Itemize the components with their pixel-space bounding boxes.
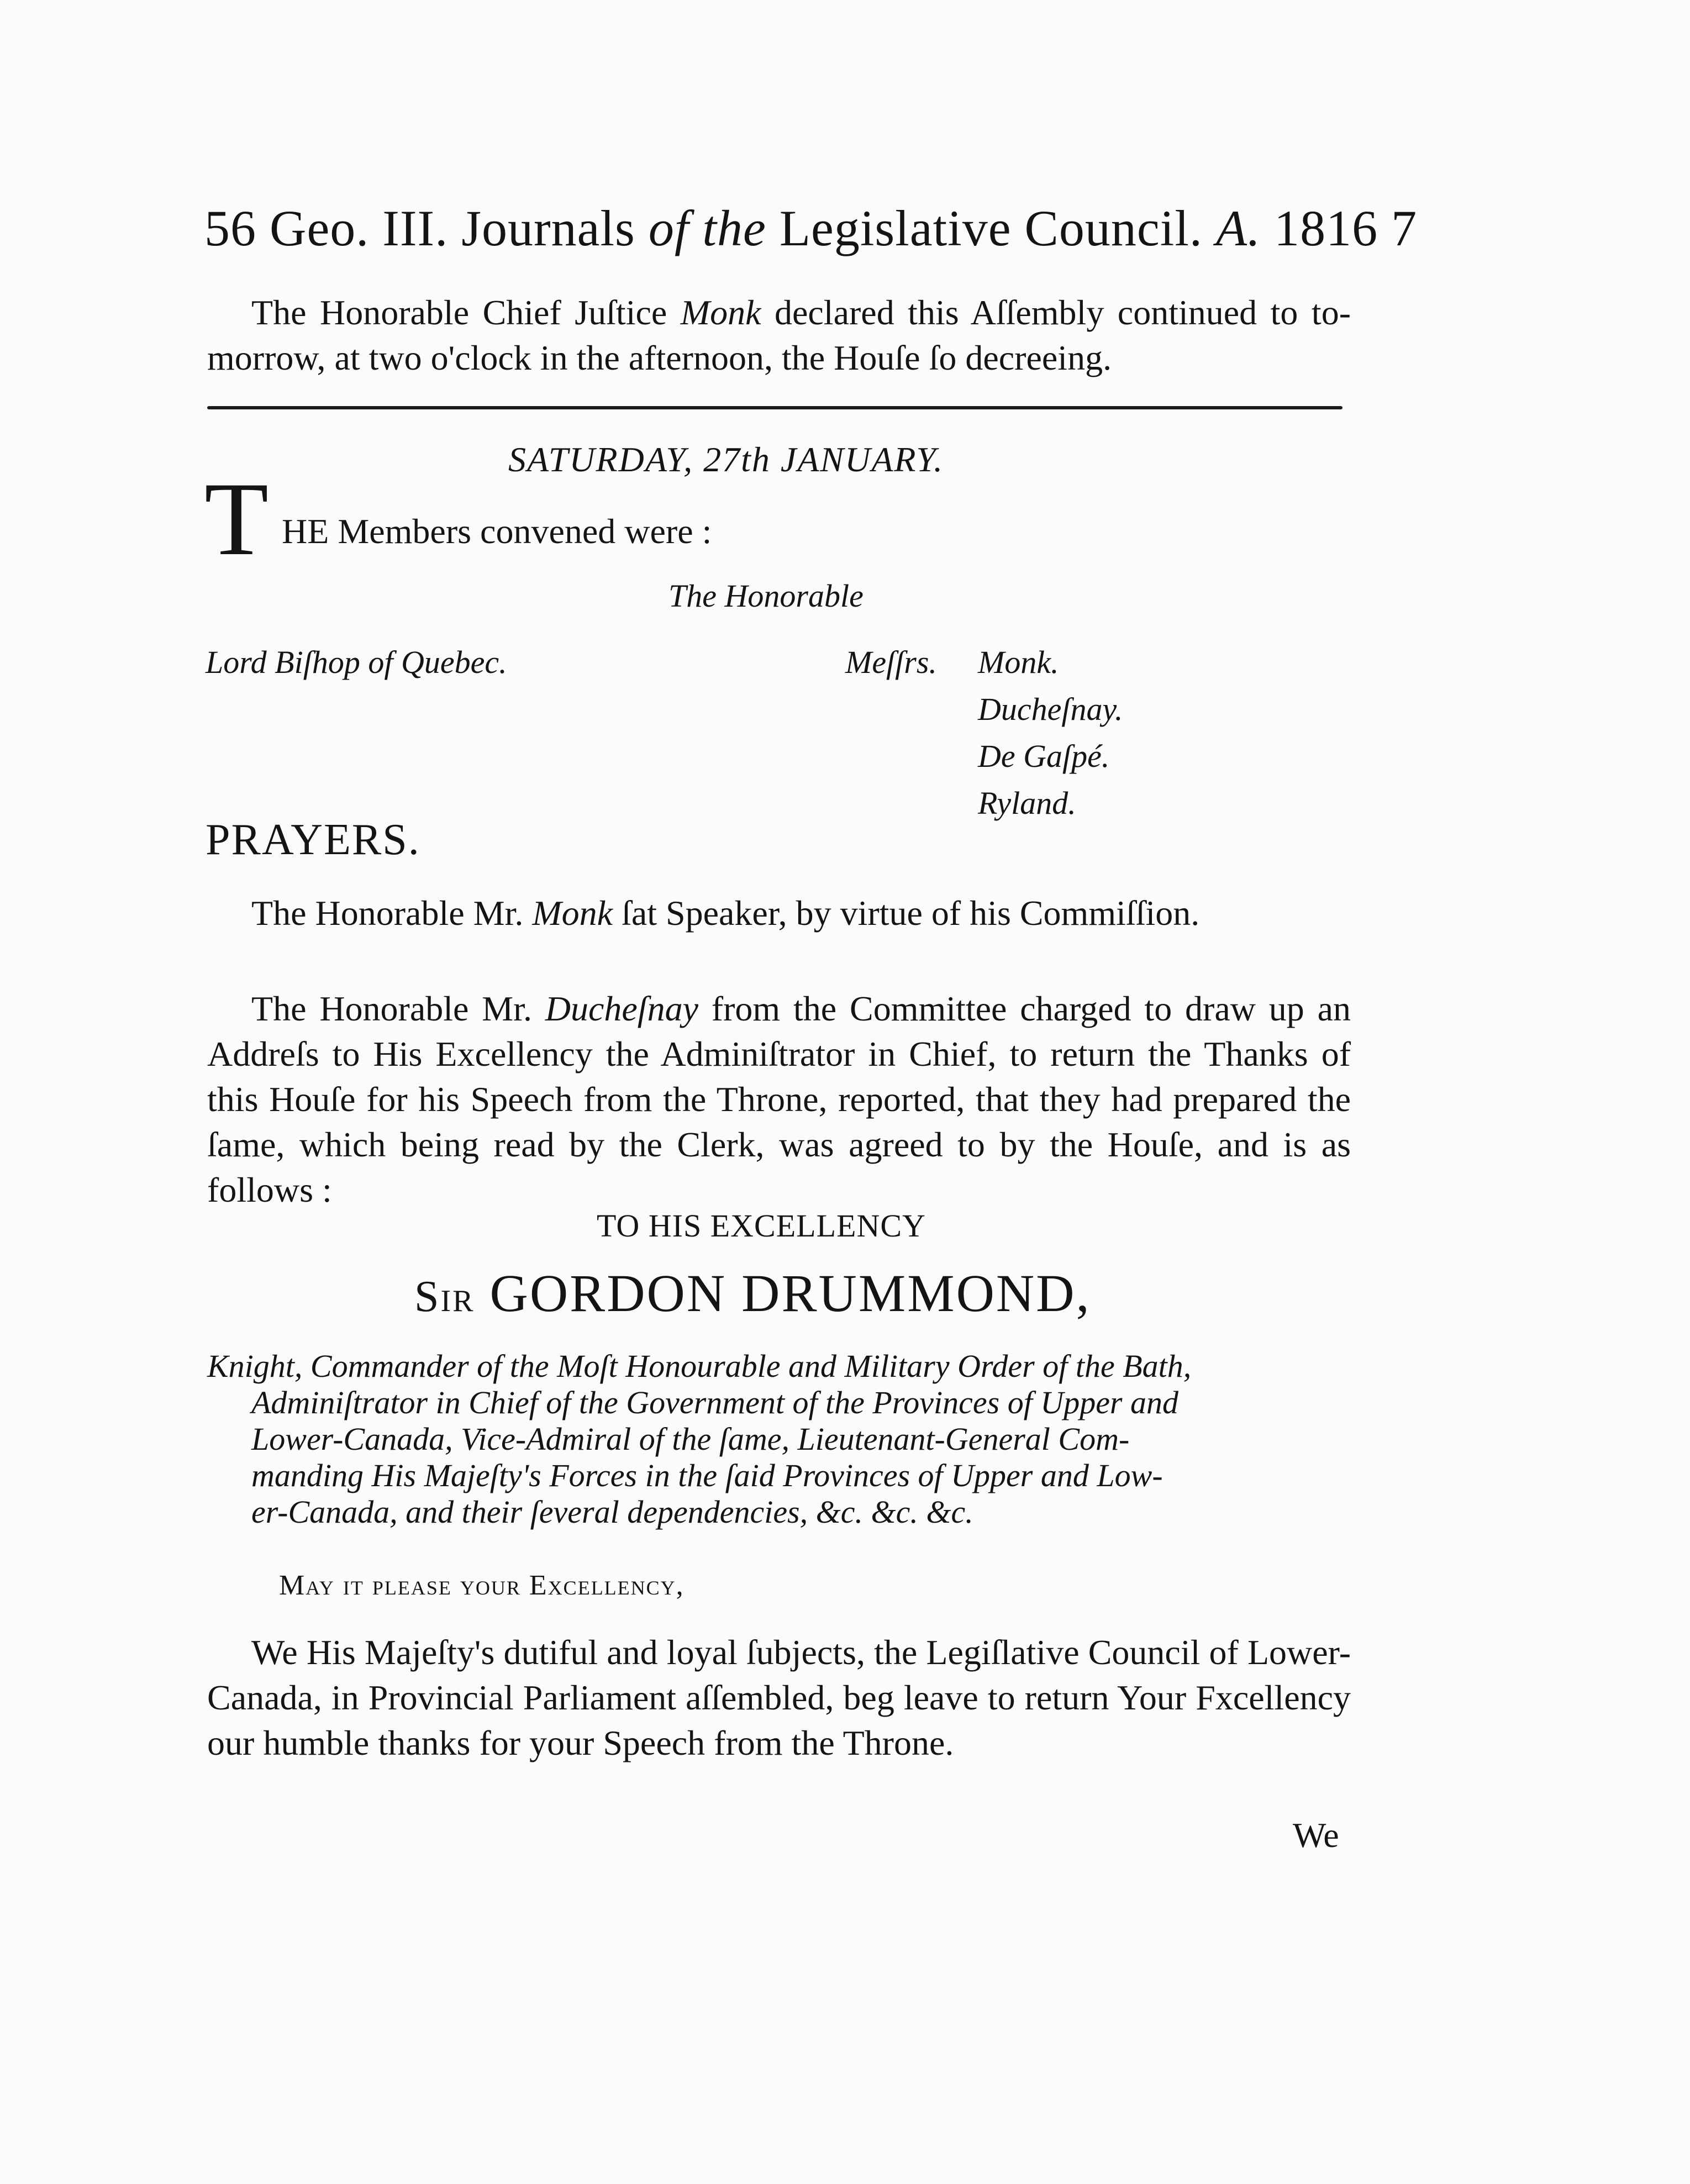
honorable-heading: The Honorable [668,578,864,614]
adjournment-name: Monk [680,293,761,332]
member-name: Monk. [978,644,1059,680]
section-rule [207,406,1342,409]
addressee-name [414,1262,1091,1324]
adjournment-text-1: The Honorable Chief Juſtice [251,293,681,332]
title-line: Knight, Commander of the Moſt Honourable and Military Order of the Bath, [207,1348,1192,1384]
running-head-of-the: of the [648,200,766,256]
page-number: 7 [1391,200,1418,256]
running-head-prefix: 56 Geo. [204,200,383,256]
adjournment-text-2: declared this Aſſembly continued to to-morrow, at two o'clock in the afternoon, the Houſe ſo decreeing. [207,293,1351,377]
running-head-council: Legislative Council. [766,200,1216,256]
regnal-numeral: III [382,200,435,256]
running-head-journals: . Journals [435,200,649,256]
speaker-text-2: ſat Speaker, by virtue of his Commiſſion. [613,893,1200,933]
title-line: Adminiſtrator in Chief of the Government of the Provinces of Upper and [251,1385,1179,1420]
salutation: May it please your Excellency, [279,1570,685,1601]
address-body-paragraph: We His Majeſty's dutiful and loyal ſubjects, the Legiſlative Council of Lower-Canada, in Provincial Parliament aſſembled, beg leave to return Your Fxcellency our humble thanks for your Speech from the Throne. [207,1633,1351,1762]
report-paragraph [207,986,1351,1213]
addressee-titles [207,1348,1351,1530]
report-text-1: The Honorable Mr. [251,989,545,1028]
adjournment-paragraph [207,290,1351,381]
member-name: De Gaſpé. [978,738,1110,774]
report-text-2: from the Committee charged to draw up an Addreſs to His Excellency the Adminiſtrator in Chief, to return the Thanks of this Houſe for his Speech from the Throne, reported, that they had prepared the ſame, which being read by the Clerk, was agreed to by the Houſe, and is as follows : [207,989,1351,1209]
title-line: er-Canada, and their ſeveral dependencies, &c. &c. &c. [251,1494,973,1530]
members-convened-line: HE Members convened were : [282,512,712,551]
catchword: We [1293,1815,1339,1855]
title-line: Lower-Canada, Vice-Admiral of the ſame, Lieutenant-General Com- [251,1421,1130,1457]
addressee-full-name: GORDON DRUMMOND, [475,1264,1091,1323]
lord-bishop: Lord Biſhop of Quebec. [206,644,507,680]
running-head-year: 1816 [1261,200,1392,256]
addressee-honorific: Sir [414,1272,475,1321]
report-name: Ducheſnay [545,989,698,1028]
speaker-name: Monk [532,893,613,933]
running-head-anno: A. [1215,200,1261,256]
running-head [204,199,1417,257]
speaker-paragraph [207,891,1351,936]
prayers-heading: PRAYERS. [206,815,420,864]
title-line: manding His Majeſty's Forces in the ſaid Provinces of Upper and Low- [251,1457,1163,1493]
member-name: Ducheſnay. [978,691,1123,727]
drop-cap: T [204,461,269,577]
sitting-date: SATURDAY, 27th JANUARY. [508,440,944,479]
member-name: Ryland. [978,785,1076,821]
messrs-label: Meſſrs. [845,644,937,680]
speaker-text-1: The Honorable Mr. [251,893,533,933]
address-to-line: TO HIS EXCELLENCY [597,1208,926,1244]
